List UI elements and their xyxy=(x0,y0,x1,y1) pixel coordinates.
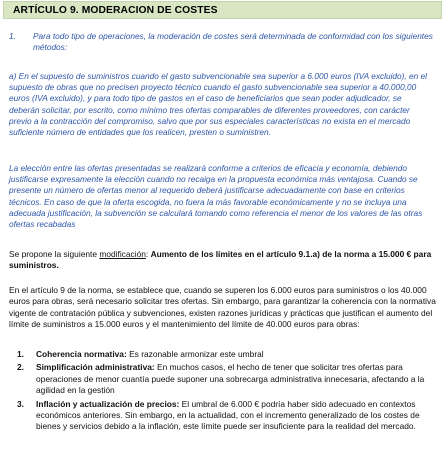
quoted-item-text: Para todo tipo de operaciones, la moderación de costes será determinada de conformidad con los siguientes métodos: xyxy=(33,31,433,53)
list-item-text: Es razonable armonizar este umbral xyxy=(126,349,264,359)
article-title: ARTÍCULO 9. MODERACION DE COSTES xyxy=(13,5,218,16)
list-item xyxy=(9,349,437,360)
list-item-number: 2. xyxy=(17,362,24,373)
reasons-list xyxy=(9,349,437,435)
article-header xyxy=(3,1,442,19)
list-item-title: Simplificación administrativa: xyxy=(36,362,155,373)
proposal-prefix: Se propone la siguiente xyxy=(9,249,100,259)
list-item-number: 1. xyxy=(17,349,24,359)
list-item-text: El umbral de 6.000 € podría haber sido adecuado en contextos económicos anteriores. Sin embargo, en la actualidad, con el incremento generalizado de los costes de bienes y servicios debido a la inflación, este límite puede ser insuficiente para la realidad del mercado. xyxy=(36,398,420,432)
explanation-paragraph: En el artículo 9 de la norma, se establece que, cuando se superen los 6.000 euros para suministros o los 40.000 euros para obras, será necesario solicitar tres ofertas. Sin embargo, para garantizar la coherencia con la normativa vigente de contratación pública y subvenciones, existen razones jurídicas y prácticas que justifican el aumento del límite de suministros a 15.000 euros y el mantenimiento del límite de 40.000 euros para obras: xyxy=(9,285,436,330)
quoted-paragraph-b: La elección entre las ofertas presentadas se realizará conforme a criterios de eficacia y economía, debiendo justificarse expresamente la elección cuando no recaiga en la propuesta económica más ventajosa. Cuando se presente un número de ofertas menor al requerido deberá justificarse adecuadamente con base en criterios técnicos. En caso de que la oferta escogida, no fuera la más favorable económicamente y no se incluya una adecuada justificación, la subvención se calculará tomando como referencia el menor de los valores de las otras ofertas recabadas xyxy=(9,163,423,230)
proposal-bold-text: Aumento de los límites en el artículo 9.1.a) de la norma a 15.000 € para suministros. xyxy=(9,249,432,271)
list-item xyxy=(9,362,437,396)
proposal-paragraph xyxy=(9,249,437,272)
quoted-list-item xyxy=(9,31,437,53)
quoted-paragraph-a: a) En el supuesto de suministros cuando el gasto subvencionable sea superior a 6.000 euros (IVA excluido), en el supuesto de obras que no precisen proyecto técnico cuando el gasto subvencionable sea superior a 40.000,00 euros (IVA excluido), y para todo tipo de gastos en el caso de beneficiarios que sean poder adjudicador, se deberán solicitar, por escrito, como mínimo tres ofertas comparables de diferentes proveedores, con carácter previo a la contracción del compromiso, salvo que por sus especiales características no exista en el mercado suficiente número de entidades que los realicen, presten o suministren. xyxy=(9,71,428,138)
list-item xyxy=(9,399,437,433)
list-item-number: 3. xyxy=(17,398,24,409)
list-item-text: En muchos casos, el hecho de tener que solicitar tres ofertas para operaciones de menor cuantía puede suponer una sobrecarga administrativa innecesaria, afectando a la agilidad en la gestión xyxy=(36,362,425,396)
quoted-item-number: 1. xyxy=(9,31,16,41)
proposal-underlined: modificación xyxy=(99,249,146,259)
proposal-colon: : xyxy=(145,249,151,259)
list-item-title: Coherencia normativa: xyxy=(36,349,127,359)
list-item-title: Inflación y actualización de precios: xyxy=(36,398,180,409)
